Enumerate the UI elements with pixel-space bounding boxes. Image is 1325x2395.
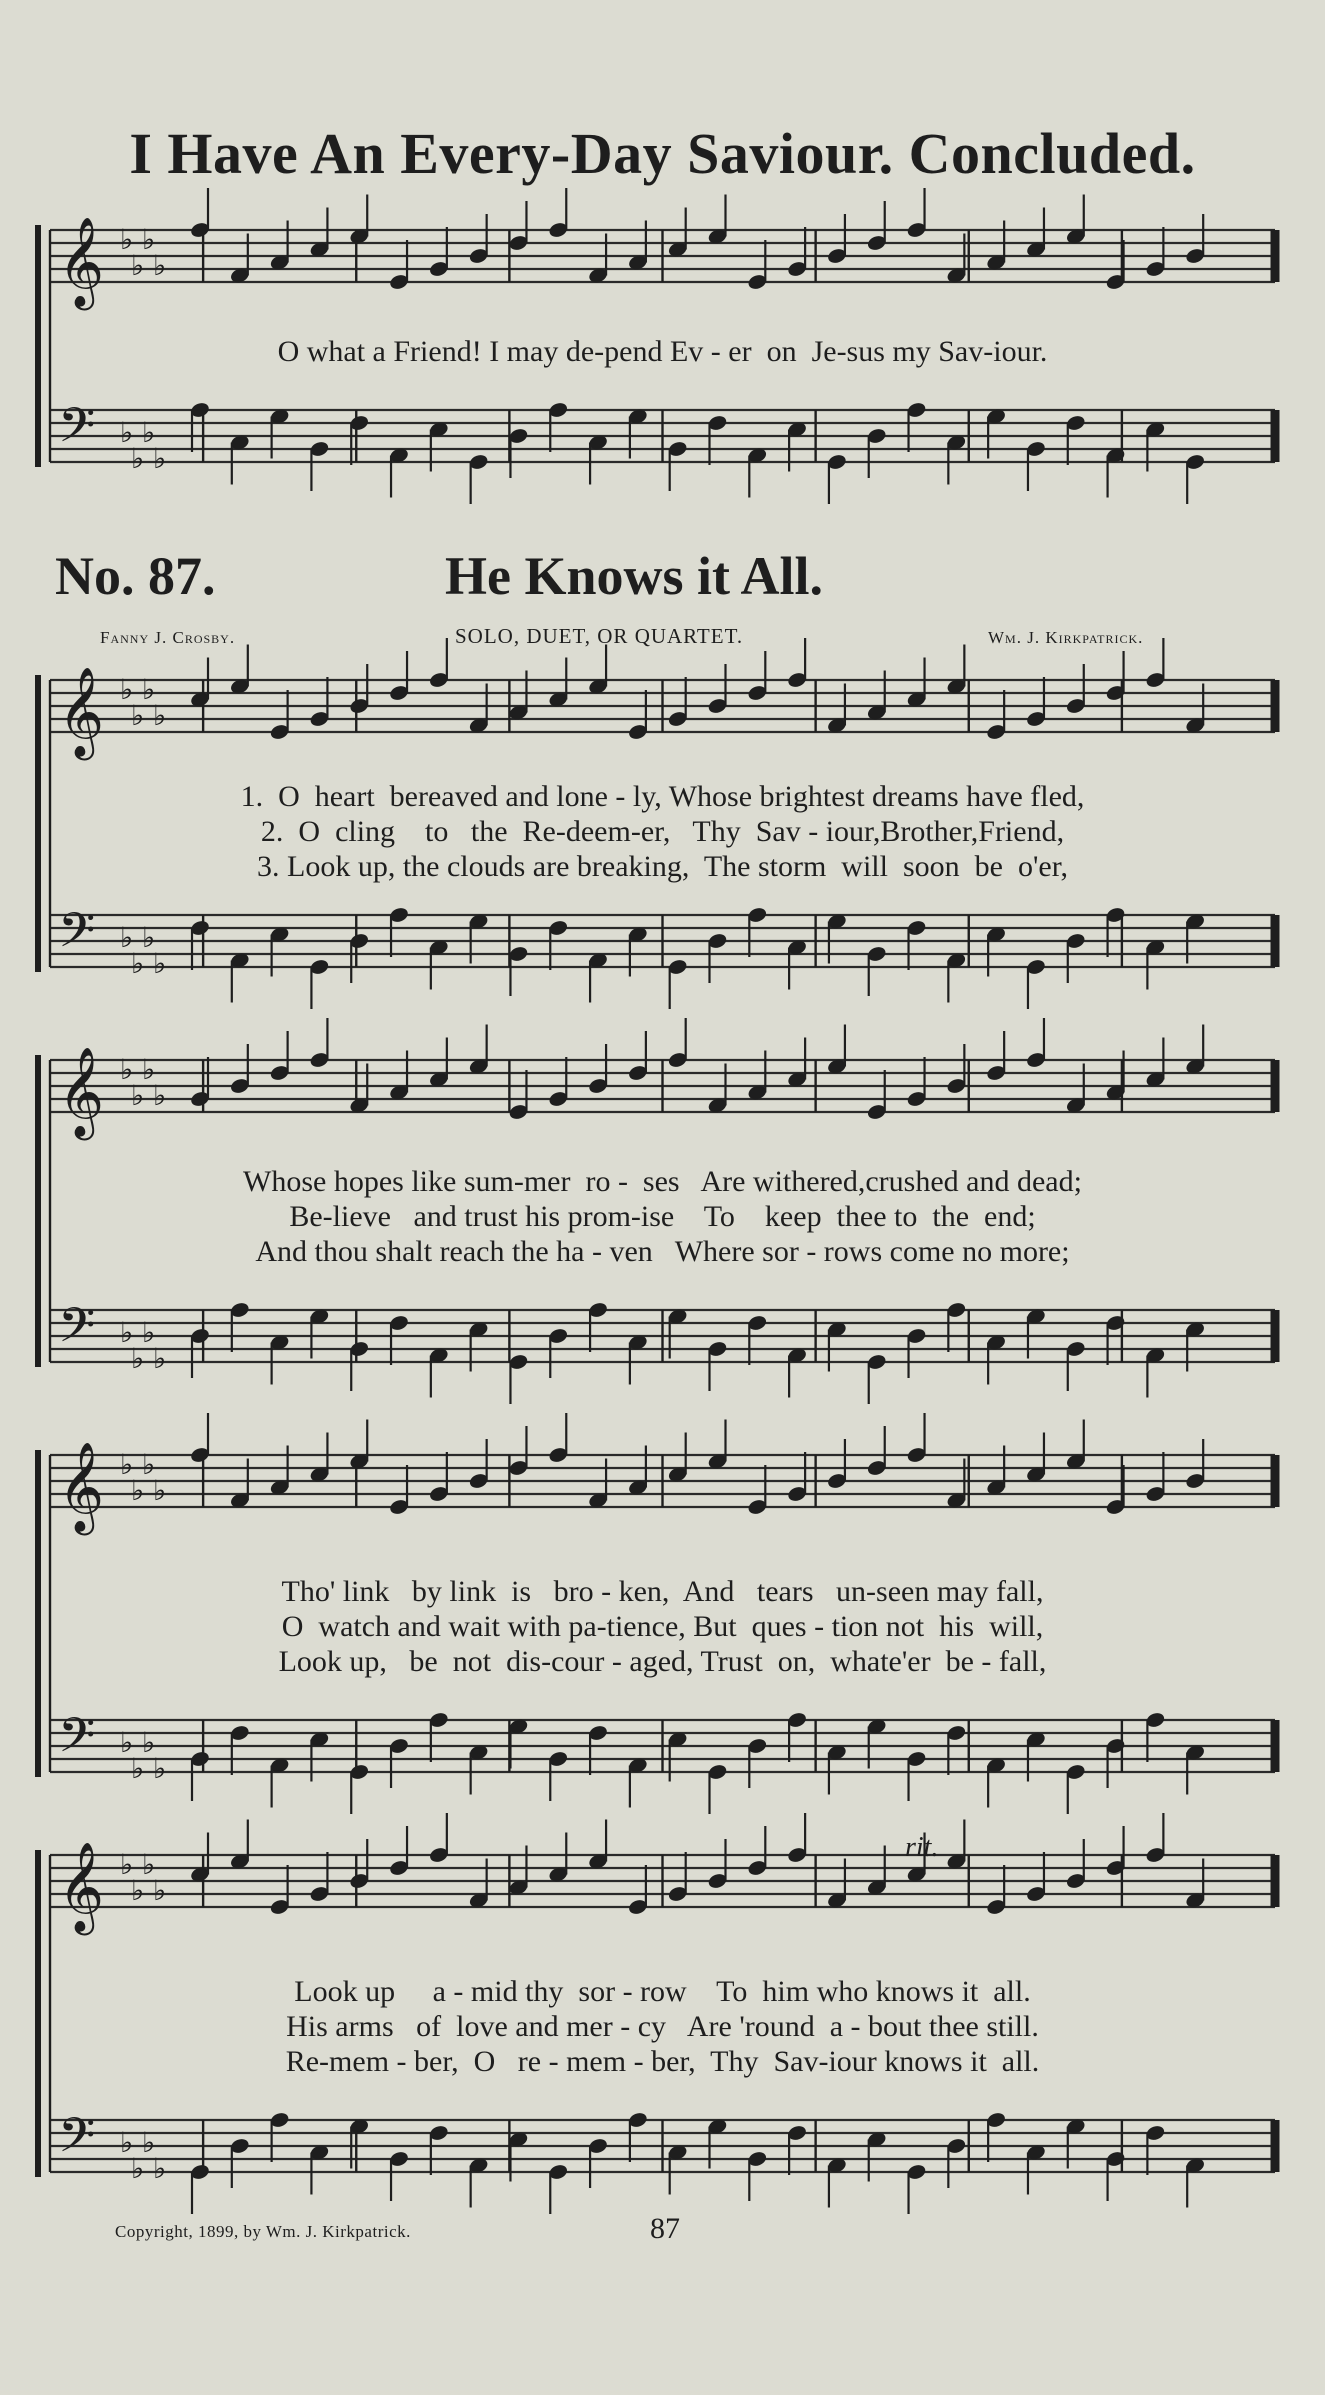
previous-hymn-lyric-line: O what a Friend! I may de-pend Ev - er on Je-sus my Sav-iour. <box>277 335 1048 368</box>
flat-sign: ♭ <box>153 1342 167 1375</box>
flat-sign: ♭ <box>153 442 167 475</box>
hymn-title: He Knows it All. <box>445 546 824 606</box>
verse-line-2: His arms of love and mer - cy Are 'round a - bout thee still. <box>286 2010 1039 2043</box>
flat-sign: ♭ <box>120 1316 134 1349</box>
bass-clef: 𝄢 <box>58 2107 96 2175</box>
verse-line-3: Look up, be not dis-cour - aged, Trust on, whate'er be - fall, <box>278 1645 1047 1678</box>
lyricist-credit: Fanny J. Crosby. <box>100 628 236 647</box>
flat-sign: ♭ <box>142 2126 156 2159</box>
verse-line-1: Look up a - mid thy sor - row To him who knows it all. <box>294 1975 1031 2008</box>
verse-line-2: 2. O cling to the Re-deem-er, Thy Sav - iour,Brother,Friend, <box>260 815 1065 848</box>
composer-credit: Wm. J. Kirkpatrick. <box>988 628 1144 647</box>
flat-sign: ♭ <box>120 673 134 706</box>
bass-clef: 𝄢 <box>58 902 96 970</box>
flat-sign: ♭ <box>120 1053 134 1086</box>
verse-line-3: Re-mem - ber, O re - mem - ber, Thy Sav-iour knows it all. <box>285 2045 1040 2078</box>
flat-sign: ♭ <box>142 223 156 256</box>
flat-sign: ♭ <box>120 416 134 449</box>
flat-sign: ♭ <box>120 921 134 954</box>
flat-sign: ♭ <box>142 1448 156 1481</box>
flat-sign: ♭ <box>142 673 156 706</box>
flat-sign: ♭ <box>120 1726 134 1759</box>
flat-sign: ♭ <box>131 249 145 282</box>
page-number: 87 <box>650 2212 680 2245</box>
hymn-number: No. 87. <box>55 546 216 606</box>
performance-note: SOLO, DUET, OR QUARTET. <box>455 624 744 648</box>
verse-line-2: Be-lieve and trust his prom-ise To keep thee to the end; <box>289 1200 1036 1233</box>
treble-clef: 𝄞 <box>58 1442 105 1532</box>
flat-sign: ♭ <box>153 2152 167 2185</box>
flat-sign: ♭ <box>131 699 145 732</box>
flat-sign: ♭ <box>142 1848 156 1881</box>
flat-sign: ♭ <box>131 1752 145 1785</box>
flat-sign: ♭ <box>153 1474 167 1507</box>
bass-clef: 𝄢 <box>58 1707 96 1775</box>
flat-sign: ♭ <box>142 1053 156 1086</box>
flat-sign: ♭ <box>153 1752 167 1785</box>
flat-sign: ♭ <box>131 947 145 980</box>
flat-sign: ♭ <box>120 2126 134 2159</box>
verse-line-1: Tho' link by link is bro - ken, And tears un-seen may fall, <box>281 1575 1044 1608</box>
verse-line-1: Whose hopes like sum-mer ro - ses Are withered,crushed and dead; <box>243 1165 1082 1198</box>
treble-clef: 𝄞 <box>58 667 105 757</box>
verse-line-3: 3. Look up, the clouds are breaking, The storm will soon be o'er, <box>257 850 1068 883</box>
bass-clef: 𝄢 <box>58 397 96 465</box>
flat-sign: ♭ <box>142 416 156 449</box>
flat-sign: ♭ <box>131 442 145 475</box>
flat-sign: ♭ <box>142 1316 156 1349</box>
flat-sign: ♭ <box>120 1848 134 1881</box>
flat-sign: ♭ <box>120 223 134 256</box>
flat-sign: ♭ <box>153 1874 167 1907</box>
flat-sign: ♭ <box>131 2152 145 2185</box>
treble-clef: 𝄞 <box>58 1842 105 1932</box>
verse-line-1: 1. O heart bereaved and lone - ly, Whose brightest dreams have fled, <box>240 780 1085 813</box>
treble-clef: 𝄞 <box>58 217 105 307</box>
flat-sign: ♭ <box>131 1079 145 1112</box>
flat-sign: ♭ <box>142 1726 156 1759</box>
flat-sign: ♭ <box>131 1474 145 1507</box>
tempo-mark: rit. <box>905 1832 939 1863</box>
verse-line-2: O watch and wait with pa-tience, But ques - tion not his will, <box>281 1610 1044 1643</box>
flat-sign: ♭ <box>131 1342 145 1375</box>
previous-hymn-title: I Have An Every-Day Saviour. Concluded. <box>129 121 1196 186</box>
flat-sign: ♭ <box>153 947 167 980</box>
bass-clef: 𝄢 <box>58 1297 96 1365</box>
flat-sign: ♭ <box>120 1448 134 1481</box>
flat-sign: ♭ <box>131 1874 145 1907</box>
copyright-notice: Copyright, 1899, by Wm. J. Kirkpatrick. <box>115 2222 411 2241</box>
flat-sign: ♭ <box>153 1079 167 1112</box>
flat-sign: ♭ <box>153 699 167 732</box>
flat-sign: ♭ <box>153 249 167 282</box>
treble-clef: 𝄞 <box>58 1047 105 1137</box>
verse-line-3: And thou shalt reach the ha - ven Where sor - rows come no more; <box>255 1235 1070 1268</box>
flat-sign: ♭ <box>142 921 156 954</box>
